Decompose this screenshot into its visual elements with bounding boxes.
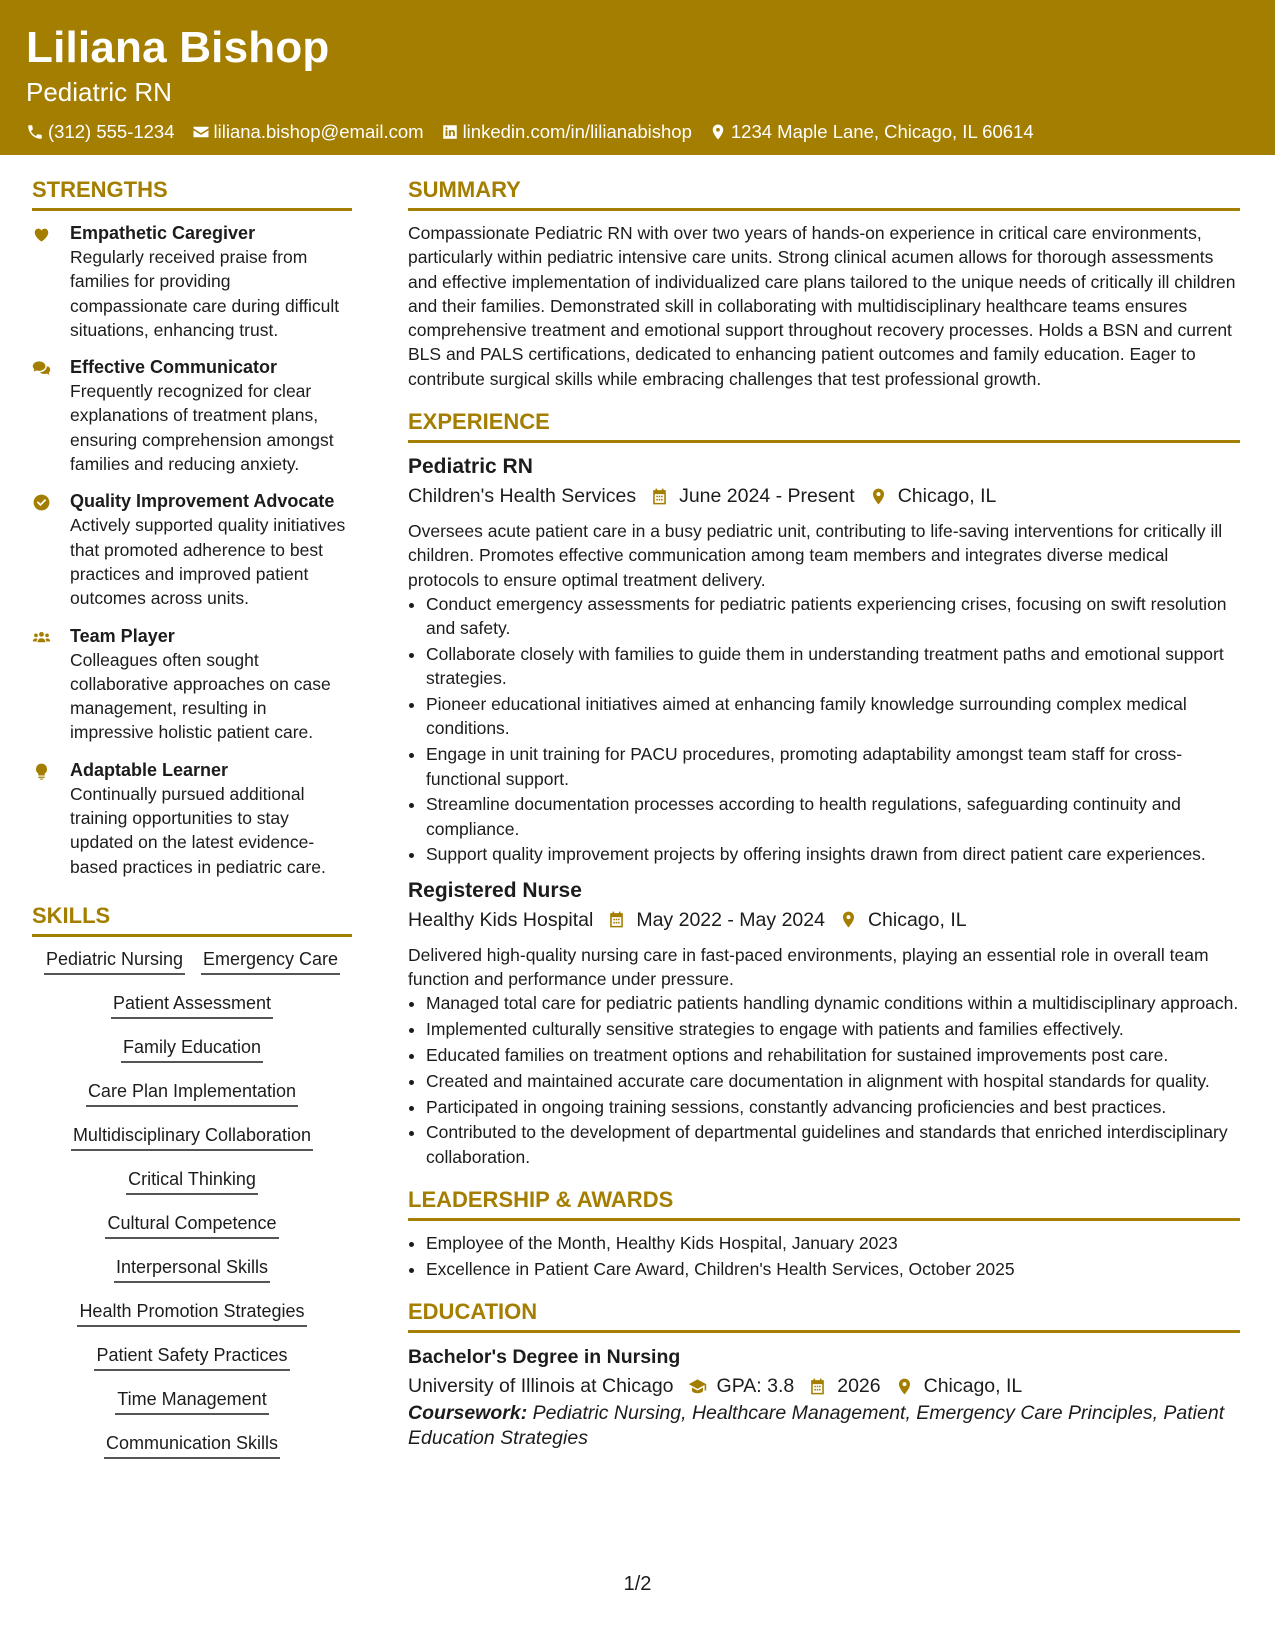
skill-tag: Emergency Care [201, 947, 340, 975]
job-description: Delivered high-quality nursing care in fast-paced environments, playing an essential role in overall team function and performance under pressure. [408, 944, 1209, 990]
contact-email[interactable] [192, 120, 424, 144]
job-company: Healthy Kids Hospital [408, 908, 594, 931]
candidate-role: Pediatric RN [26, 77, 172, 107]
strength-description: Regularly received praise from families for providing compassionate care during difficult situations, enhancing trust. [70, 247, 340, 340]
bullet-item: • Contributed to the development of departmental guidelines and standards that enriched interdisciplinary collaboration. [426, 1120, 1240, 1169]
calendar-icon [650, 487, 669, 506]
bullet-item: • Conduct emergency assessments for pediatric patients experiencing crises, focusing on swift resolution and safety. [426, 592, 1240, 641]
contact-phone[interactable] [26, 120, 175, 144]
map-pin-icon [709, 123, 727, 141]
phone-text: (312) 555-1234 [48, 121, 175, 142]
skills-list [32, 947, 352, 1475]
bullet-item: • Support quality improvement projects by offering insights drawn from direct patient care experiences. [426, 842, 1240, 866]
job-dates: May 2022 - May 2024 [636, 908, 825, 931]
skill-tag: Interpersonal Skills [114, 1255, 270, 1283]
job-title: Pediatric RN [408, 455, 533, 479]
users-icon [32, 628, 51, 647]
strength-title: Quality Improvement Advocate [70, 491, 335, 512]
calendar-icon [607, 910, 626, 929]
coursework [408, 1401, 1240, 1450]
bullet-item: • Managed total care for pediatric patients handling dynamic conditions within a multidisciplinary approach. [426, 991, 1240, 1015]
job-entry [408, 877, 1240, 1169]
skill-tag: Patient Safety Practices [94, 1343, 289, 1371]
strength-title: Empathetic Caregiver [70, 223, 256, 243]
right-column [408, 175, 1240, 1450]
strength-item [32, 489, 352, 610]
skill-tag: Patient Assessment [111, 991, 273, 1019]
strength-title: Effective Communicator [70, 357, 278, 378]
left-column [32, 175, 352, 1475]
strength-title: Team Player [70, 625, 175, 646]
skills-heading: SKILLS [32, 901, 352, 937]
linkedin-text: linkedin.com/in/lilianabishop [462, 121, 692, 142]
map-pin-icon [869, 487, 888, 506]
job-entry [408, 453, 1240, 867]
award-item: • Employee of the Month, Healthy Kids Hospital, January 2023 [426, 1231, 1240, 1255]
email-text: liliana.bishop@email.com [213, 121, 424, 142]
summary-text: Compassionate Pediatric RN with over two years of hands-on experience in critical care environments, particularly within pediatric intensive care units. Strong clinical acumen allows for thorough assessments and effective implementation of individualized care plans tailored to the unique needs of critically ill children and their families. Demonstrated skill in collaborating with multidisciplinary healthcare teams ensures comprehensive treatment and emotional support throughout recovery processes. Holds a BSN and current BLS and PALS certifications, dedicated to enhancing patient outcomes and family education. Eager to contribute surgical skills while embracing challenges that test professional growth. [408, 223, 1236, 389]
bullet-item: • Streamline documentation processes according to health regulations, safeguarding continuity and compliance. [426, 792, 1240, 841]
page-number: 1/2 [623, 1573, 652, 1595]
job-company: Children's Health Services [408, 485, 637, 508]
school-name: University of Illinois at Chicago [408, 1375, 674, 1397]
lightbulb-icon [32, 762, 51, 781]
strength-item [32, 624, 352, 745]
awards-heading: LEADERSHIP & AWARDS [408, 1185, 1240, 1221]
strength-item [32, 221, 352, 342]
strength-item [32, 355, 352, 476]
award-item: • Excellence in Patient Care Award, Children's Health Services, October 2025 [426, 1257, 1240, 1281]
linkedin-icon [441, 123, 459, 141]
graduation-year: 2026 [837, 1375, 881, 1397]
skill-tag: Multidisciplinary Collaboration [71, 1123, 313, 1151]
education-meta [408, 1371, 1240, 1401]
strength-description: Colleagues often sought collaborative approaches on case management, resulting in impressive holistic patient care. [70, 649, 331, 743]
job-title: Registered Nurse [408, 878, 582, 902]
coursework-text: Pediatric Nursing, Healthcare Management, Emergency Care Principles, Patient Education Strategies [408, 1402, 1225, 1449]
skill-tag: Communication Skills [104, 1431, 280, 1459]
bullet-item: • Educated families on treatment options and rehabilitation for sustained improvements post care. [426, 1043, 1240, 1067]
skill-tag: Pediatric Nursing [44, 947, 185, 975]
gpa-text: GPA: 3.8 [716, 1375, 795, 1397]
graduation-cap-icon [688, 1377, 707, 1396]
job-location: Chicago, IL [897, 485, 997, 508]
contact-linkedin[interactable] [441, 120, 692, 144]
experience-heading: EXPERIENCE [408, 407, 1240, 443]
candidate-name: Liliana Bishop [26, 23, 330, 72]
strength-description: Frequently recognized for clear explanations of treatment plans, ensuring comprehension amongst families and reducing anxiety. [70, 381, 334, 475]
coursework-label: Coursework: [408, 1402, 528, 1424]
skill-tag: Critical Thinking [126, 1167, 258, 1195]
job-meta [408, 481, 1240, 511]
awards-list [408, 1231, 1240, 1281]
map-pin-icon [895, 1377, 914, 1396]
skill-tag: Time Management [115, 1387, 268, 1415]
skill-tag: Family Education [121, 1035, 263, 1063]
education-heading: EDUCATION [408, 1297, 1240, 1333]
address-text: 1234 Maple Lane, Chicago, IL 60614 [730, 121, 1034, 142]
job-meta [408, 905, 1240, 935]
envelope-icon [192, 123, 210, 141]
contact-address [709, 120, 1034, 144]
bullet-item: • Participated in ongoing training sessions, constantly advancing proficiencies and best practices. [426, 1095, 1240, 1119]
strength-description: Actively supported quality initiatives that promoted adherence to best practices and improved patient outcomes across units. [70, 515, 346, 609]
job-description: Oversees acute patient care in a busy pediatric unit, contributing to life-saving interventions for critically ill children. Promotes effective communication among team members and integrates diverse medical protocols to ensure optimal treatment delivery. [408, 521, 1223, 590]
skill-tag: Care Plan Implementation [86, 1079, 298, 1107]
strengths-heading: STRENGTHS [32, 175, 352, 211]
comments-icon [32, 359, 51, 378]
bullet-item: • Implemented culturally sensitive strategies to engage with patients and families effectively. [426, 1017, 1240, 1041]
degree-title: Bachelor's Degree in Nursing [408, 1346, 681, 1368]
heart-icon [32, 225, 51, 244]
resume-header [0, 0, 1275, 155]
strength-description: Continually pursued additional training opportunities to stay updated on the latest evidence-based practices in pediatric care. [70, 783, 326, 877]
skill-tag: Cultural Competence [105, 1211, 278, 1239]
bullet-item: • Created and maintained accurate care documentation in alignment with hospital standards for quality. [426, 1069, 1240, 1093]
skill-tag: Health Promotion Strategies [77, 1299, 306, 1327]
summary-heading: SUMMARY [408, 175, 1240, 211]
contact-bar [26, 120, 1249, 144]
job-dates: June 2024 - Present [679, 485, 855, 508]
school-location: Chicago, IL [923, 1375, 1023, 1397]
bullet-item: • Collaborate closely with families to guide them in understanding treatment paths and emotional support strategies. [426, 642, 1240, 691]
job-bullets [408, 592, 1240, 867]
calendar-icon [808, 1377, 827, 1396]
job-location: Chicago, IL [867, 908, 967, 931]
bullet-item: • Engage in unit training for PACU procedures, promoting adaptability amongst team staff for cross-functional support. [426, 742, 1240, 791]
bullet-item: • Pioneer educational initiatives aimed at enhancing family knowledge surrounding complex medical conditions. [426, 692, 1240, 741]
phone-icon [26, 123, 44, 141]
map-pin-icon [839, 910, 858, 929]
check-circle-icon [32, 493, 51, 512]
strength-item [32, 758, 352, 879]
job-bullets [408, 991, 1240, 1169]
strength-title: Adaptable Learner [70, 759, 229, 780]
